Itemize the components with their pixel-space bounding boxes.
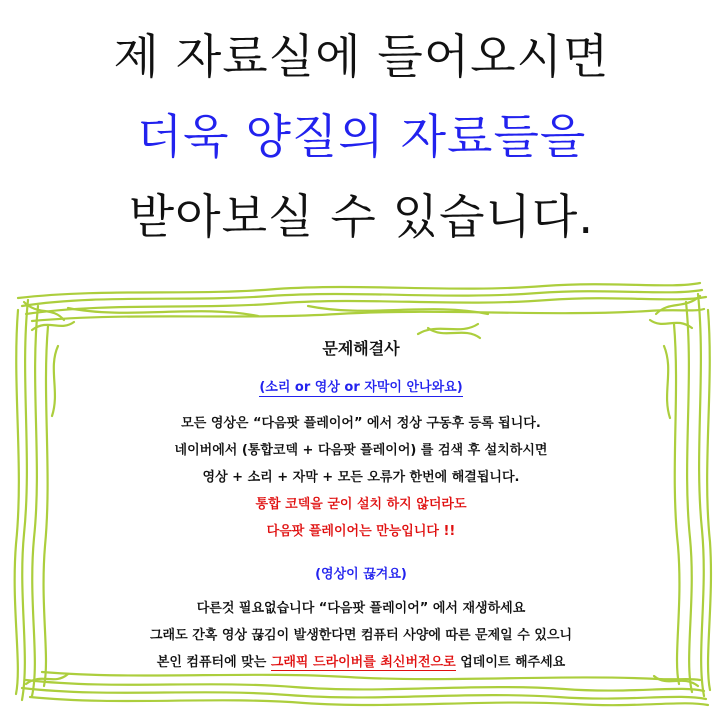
section2-heading-text: (영상이 끊겨요) (315, 567, 407, 582)
section1-line-5: 다음팟 플레이어는 만능입니다 !! (266, 524, 456, 539)
section1-heading (8, 378, 714, 398)
section2-line-3-highlight: 그래픽 드라이버를 최신버전으로 (270, 655, 456, 670)
section1-line-1: 모든 영상은 “다음팟 플레이어” 에서 정상 구동후 등록 됩니다. (181, 416, 541, 431)
section2-line-3-after: 업데이트 해주세요 (455, 655, 566, 670)
section2-line-1: 다른것 필요없습니다 “다음팟 플레이어” 에서 재생하세요 (196, 601, 526, 616)
section1-line-4: 통합 코덱을 굳이 설치 하지 않더라도 (255, 497, 467, 512)
section2-lines (8, 595, 714, 676)
body-copy-block (8, 276, 714, 708)
headline-line-2: 더욱 양질의 자료들을 (136, 110, 587, 165)
section2-line-3-before: 본인 컴퓨터에 맞는 (156, 655, 271, 670)
headline-line-1: 제 자료실에 들어오시면 (113, 30, 610, 85)
headline-block (0, 18, 723, 258)
section2-heading (8, 565, 714, 585)
content-title: 문제해결사 (322, 339, 400, 358)
section1-line-2: 네이버에서 (통합코덱 + 다음팟 플레이어) 를 검색 후 설치하시면 (174, 443, 548, 458)
section1-line-3: 영상 + 소리 + 자막 + 모든 오류가 한번에 해결됩니다. (202, 470, 520, 485)
section1-heading-text: (소리 or 영상 or 자막이 안나와요) (259, 380, 463, 395)
headline-line-3: 받아보실 수 있습니다. (128, 190, 595, 245)
section1-lines (8, 410, 714, 545)
section2-line-3 (8, 649, 714, 676)
section2-line-2: 그래도 간혹 영상 끊김이 발생한다면 컴퓨터 사양에 따른 문제일 수 있으니 (150, 628, 572, 643)
